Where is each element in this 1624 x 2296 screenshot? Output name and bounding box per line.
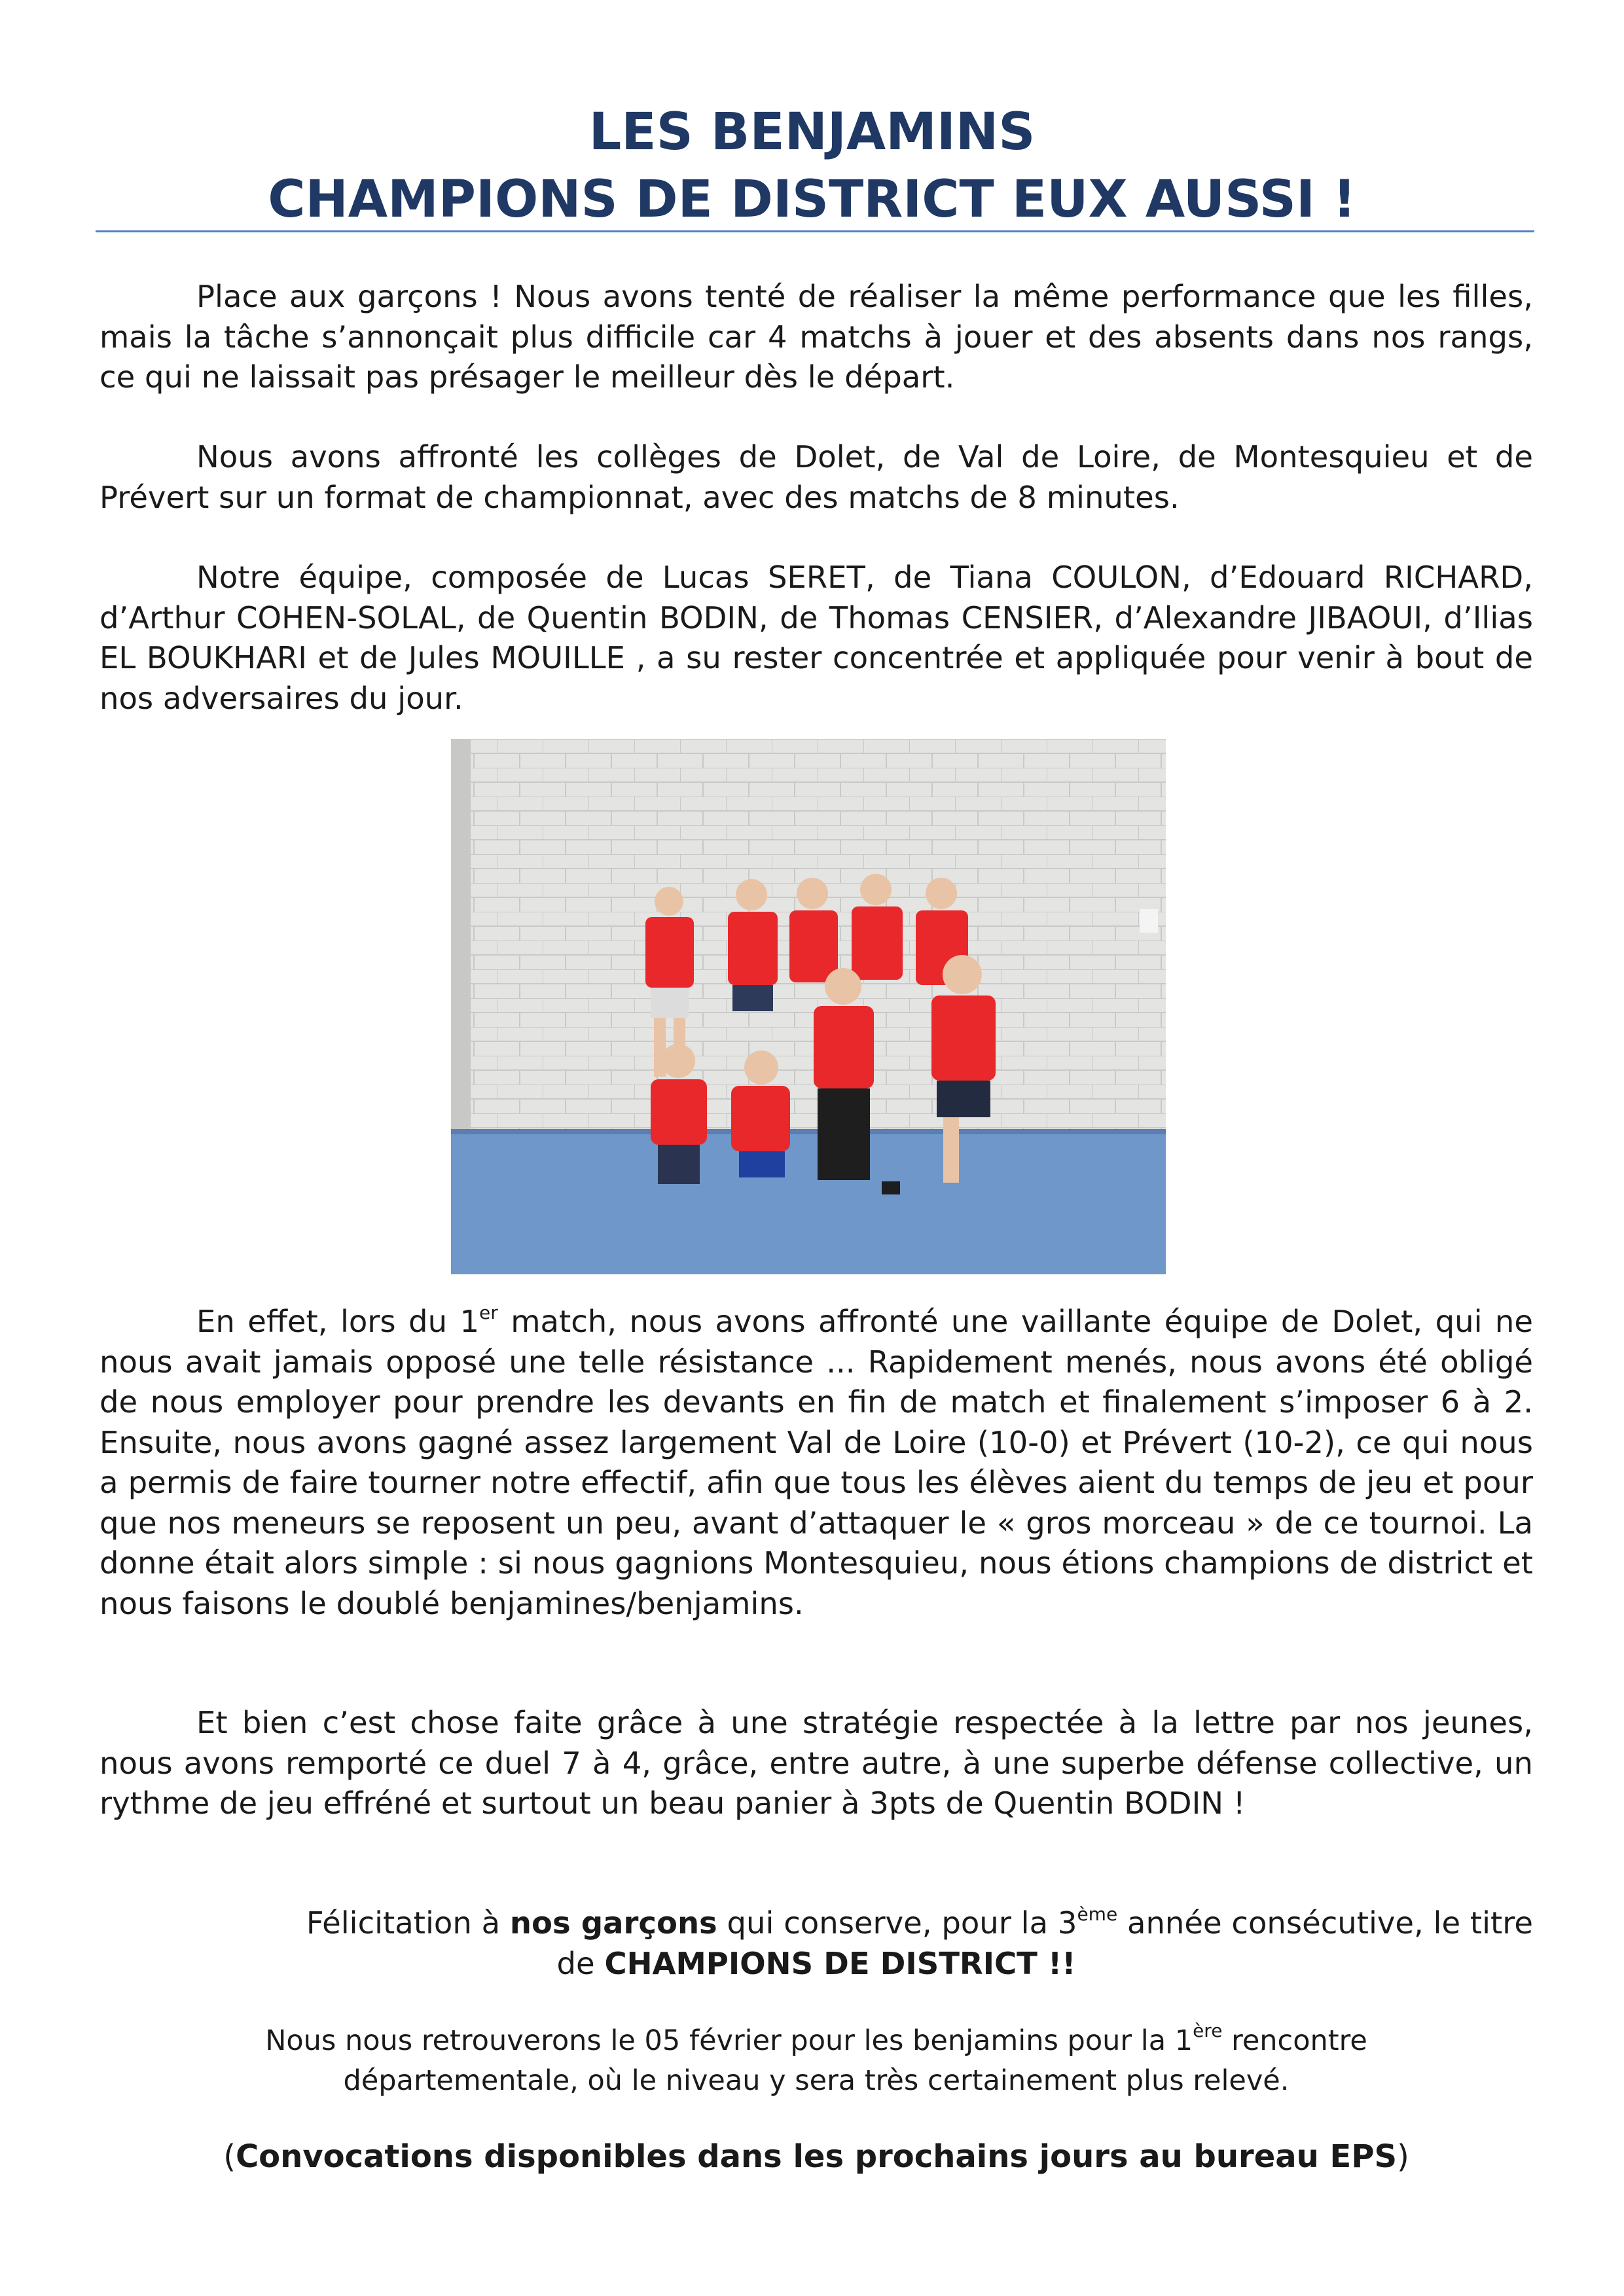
paragraph-final-text: Et bien c’est chose faite grâce à une stratégie respectée à la lettre par nos jeunes, nous avons remporté ce duel 7 à 4, grâce, entre autre, à une superbe défense collective, un rythme de jeu effréné et surtout un beau panier à 3pts de Quentin BODIN ! (99, 1705, 1533, 1821)
paragraph-matches-text-1: En effet, lors du 1 (196, 1304, 480, 1339)
page-title-line-2: CHAMPIONS DE DISTRICT EUX AUSSI ! (268, 170, 1356, 229)
superscript-eme: ème (1077, 1903, 1118, 1925)
paragraph-intro-text: Place aux garçons ! Nous avons tenté de réaliser la même performance que les filles, mais la tâche s’annonçait plus difficile car 4 matchs à jouer et des absents dans nos rangs, ce qui ne laissait pas présager le meilleur dès le départ. (99, 279, 1533, 395)
convocations-paren-close: ) (1397, 2138, 1409, 2175)
congrats-line-1 (99, 1903, 1533, 1944)
paragraph-opponents (99, 437, 1533, 518)
congrats-text-d: de (556, 1946, 605, 1981)
convocations-note (99, 2137, 1533, 2178)
paragraph-matches-text-2: match, nous avons affronté une vaillante équipe de Dolet, qui ne nous avait jamais opposé une telle résistance ... Rapidement menés, nous avons été obligé de nous employer pour prendre les devants en fin de match et finalement s’imposer 6 à 2. Ensuite, nous avons gagné assez largement Val de Loire (10-0) et Prévert (10-2), ce qui nous a permis de faire tourner notre effectif, afin que tous les élèves aient du temps de jeu et pour que nos meneurs se reposent un peu, avant d’attaquer le « gros morceau » de ce tournoi. La donne était alors simple : si nous gagnions Montesquieu, nous étions champions de district et nous faisons le doublé benjamines/benjamins. (99, 1304, 1533, 1621)
superscript-er: er (479, 1302, 498, 1323)
page-title-line-1: LES BENJAMINS (588, 103, 1036, 162)
paragraph-matches (99, 1302, 1533, 1624)
next-meeting-text-b: rencontre (1222, 2024, 1367, 2057)
congrats-bold-boys: nos garçons (509, 1905, 717, 1941)
congrats-text-c: année consécutive, le titre (1117, 1905, 1533, 1941)
next-meeting-line-1 (99, 2021, 1533, 2062)
next-meeting-line-2: départementale, où le niveau y sera très certainement plus relevé. (343, 2064, 1290, 2097)
paragraph-final (99, 1703, 1533, 1824)
congrats-text-a: Félicitation à (306, 1905, 510, 1941)
convocations-paren-open: ( (223, 2138, 236, 2175)
congrats-line-2 (99, 1944, 1533, 1984)
title-underline (96, 230, 1534, 232)
paragraph-opponents-text: Nous avons affronté les collèges de Dolet, de Val de Loire, de Montesquieu et de Prévert sur un format de championnat, avec des matchs de 8 minutes. (99, 439, 1533, 515)
paragraph-intro (99, 277, 1533, 398)
next-meeting-text-a: Nous nous retrouverons le 05 février pour les benjamins pour la 1 (265, 2024, 1193, 2057)
convocations-text: Convocations disponibles dans les prochains jours au bureau EPS (235, 2138, 1398, 2175)
congrats-text-b: qui conserve, pour la 3 (717, 1905, 1077, 1941)
congrats-bold-title: CHAMPIONS DE DISTRICT !! (604, 1946, 1076, 1981)
paragraph-team (99, 558, 1533, 719)
superscript-ere: ère (1193, 2020, 1223, 2041)
paragraph-team-text: Notre équipe, composée de Lucas SERET, de Tiana COULON, d’Edouard RICHARD, d’Arthur COHEN-SOLAL, de Quentin BODIN, de Thomas CENSIER, d’Alexandre JIBAOUI, d’Ilias EL BOUKHARI et de Jules MOUILLE , a su rester concentrée et appliquée pour venir à bout de nos adversaires du jour. (99, 560, 1533, 716)
team-photo (451, 739, 1166, 1274)
